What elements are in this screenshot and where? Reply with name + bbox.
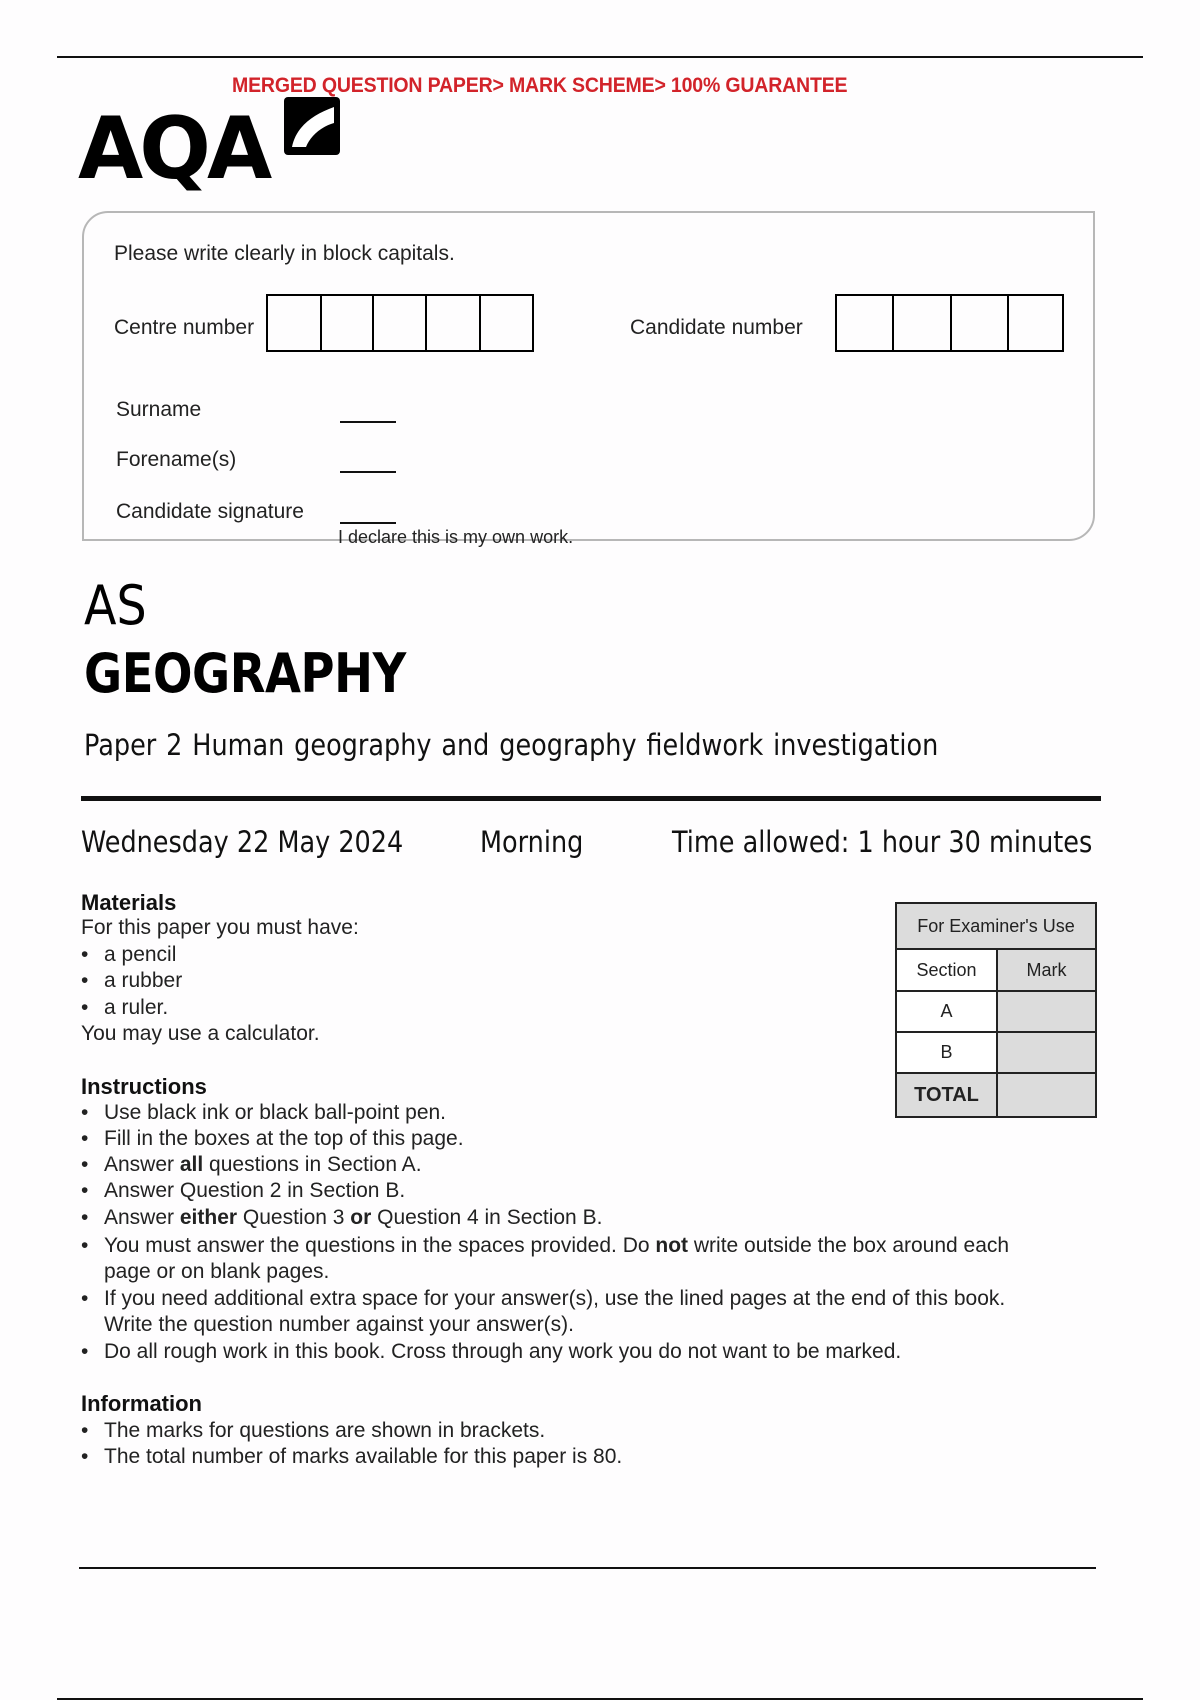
paper-title: Paper 2 Human geography and geography fieldwork investigation bbox=[84, 728, 939, 762]
bullet-icon: • bbox=[81, 1340, 89, 1363]
candidate-number-digit-2[interactable] bbox=[894, 296, 952, 350]
declaration-text: I declare this is my own work. bbox=[338, 527, 574, 547]
candidate-number-digit-3[interactable] bbox=[952, 296, 1009, 350]
mark-column-header: Mark bbox=[997, 949, 1096, 991]
candidate-number-digit-4[interactable] bbox=[1009, 296, 1062, 350]
bullet-icon: • bbox=[81, 1445, 89, 1468]
forenames-field[interactable] bbox=[340, 471, 396, 473]
forenames-label: Forename(s) bbox=[116, 448, 237, 471]
qualification-level: AS bbox=[84, 574, 147, 637]
surname-label: Surname bbox=[116, 398, 202, 421]
section-a-label: A bbox=[896, 991, 997, 1032]
bullet-icon: • bbox=[81, 1234, 89, 1257]
examiner-use-table bbox=[895, 902, 1097, 1118]
section-a-mark bbox=[997, 991, 1096, 1032]
bullet-icon: • bbox=[81, 969, 89, 992]
examiner-table-title: For Examiner's Use bbox=[896, 903, 1096, 949]
bullet-icon: • bbox=[81, 943, 89, 966]
candidate-number-input[interactable] bbox=[835, 294, 1064, 352]
bullet-icon: • bbox=[81, 1179, 89, 1202]
centre-number-digit-5[interactable] bbox=[481, 296, 532, 350]
section-b-mark bbox=[997, 1032, 1096, 1073]
signature-label: Candidate signature bbox=[116, 500, 304, 523]
centre-number-digit-3[interactable] bbox=[374, 296, 427, 350]
centre-number-digit-4[interactable] bbox=[427, 296, 481, 350]
time-allowed: Time allowed: 1 hour 30 minutes bbox=[672, 825, 1093, 859]
bullet-icon: • bbox=[81, 1153, 89, 1176]
candidate-number-label: Candidate number bbox=[630, 316, 803, 339]
subject-title: GEOGRAPHY bbox=[84, 642, 406, 705]
section-b-label: B bbox=[896, 1032, 997, 1073]
bullet-icon: • bbox=[81, 1419, 89, 1442]
block-capitals-instruction: Please write clearly in block capitals. bbox=[114, 242, 455, 265]
top-rule bbox=[57, 56, 1143, 58]
bullet-icon: • bbox=[81, 1101, 89, 1124]
centre-number-digit-2[interactable] bbox=[322, 296, 374, 350]
section-column-header: Section bbox=[896, 949, 997, 991]
centre-number-digit-1[interactable] bbox=[268, 296, 322, 350]
centre-number-label: Centre number bbox=[114, 316, 255, 339]
title-divider bbox=[81, 796, 1101, 801]
bottom-rule bbox=[79, 1567, 1096, 1569]
candidate-number-digit-1[interactable] bbox=[837, 296, 894, 350]
materials-heading: Materials bbox=[81, 890, 177, 915]
instructions-heading: Instructions bbox=[81, 1074, 207, 1099]
total-label: TOTAL bbox=[896, 1073, 997, 1117]
aqa-swoosh-logo-icon bbox=[284, 97, 340, 155]
information-heading: Information bbox=[81, 1391, 202, 1416]
calculator-note: You may use a calculator. bbox=[81, 1022, 320, 1045]
bullet-icon: • bbox=[81, 1206, 89, 1229]
materials-intro: For this paper you must have: bbox=[81, 916, 359, 939]
signature-field[interactable] bbox=[340, 522, 396, 524]
merged-paper-banner: MERGED QUESTION PAPER> MARK SCHEME> 100% GUARANTEE bbox=[232, 74, 848, 97]
aqa-logo-text: AQA bbox=[78, 99, 269, 199]
bullet-icon: • bbox=[81, 1287, 89, 1310]
exam-date: Wednesday 22 May 2024 bbox=[81, 825, 404, 859]
exam-session: Morning bbox=[480, 825, 584, 859]
surname-field[interactable] bbox=[340, 421, 396, 423]
total-mark bbox=[997, 1073, 1096, 1117]
bullet-icon: • bbox=[81, 1127, 89, 1150]
bullet-icon: • bbox=[81, 996, 89, 1019]
centre-number-input[interactable] bbox=[266, 294, 534, 352]
